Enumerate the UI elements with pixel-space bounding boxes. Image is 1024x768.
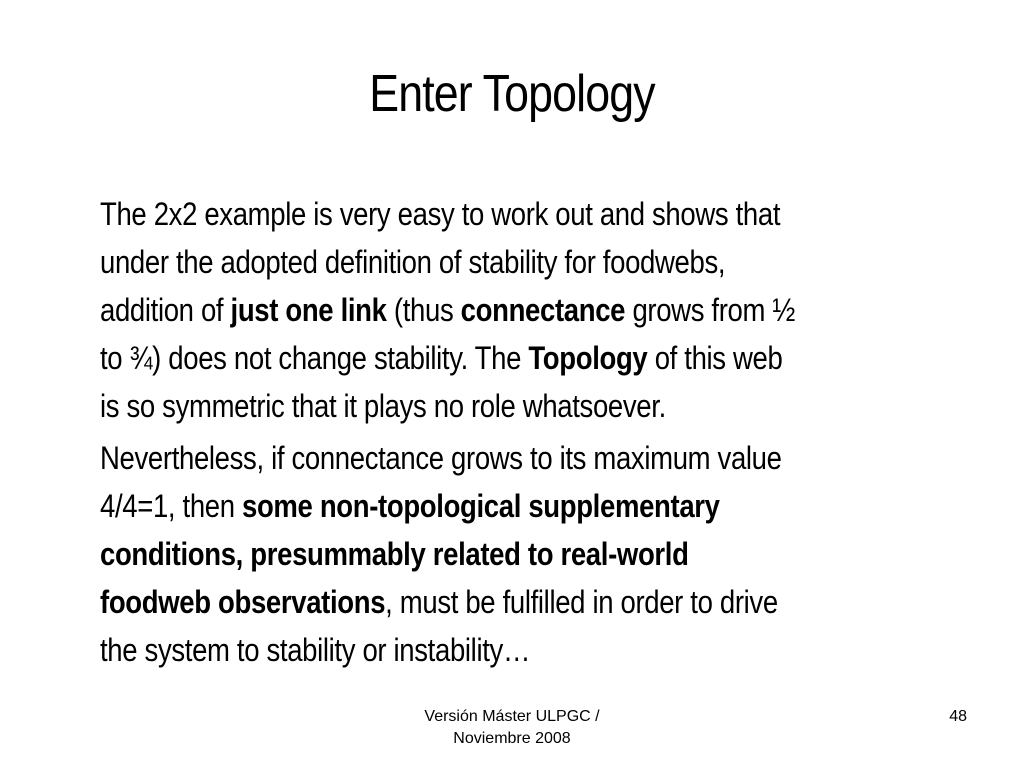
text-line bbox=[100, 578, 831, 626]
text-run: of this web bbox=[647, 340, 783, 376]
text-line bbox=[100, 482, 831, 530]
bold-phrase-observations: foodweb observations bbox=[100, 584, 386, 620]
slide-title: Enter Topology bbox=[369, 65, 655, 123]
text-run: (thus bbox=[386, 292, 461, 328]
bold-term-just-one-link: just one link bbox=[230, 292, 387, 328]
bold-phrase-supplementary: some non-topological supplementary bbox=[242, 488, 720, 524]
text-line bbox=[100, 334, 831, 382]
text-line: Nevertheless, if connectance grows to its maximum value bbox=[100, 440, 782, 476]
text-run: grows from ½ bbox=[625, 292, 796, 328]
text-line: The 2x2 example is very easy to work out and shows that bbox=[100, 196, 781, 232]
footer-line: Noviembre 2008 bbox=[453, 730, 571, 747]
text-run: , must be fulfilled in order to drive bbox=[385, 584, 778, 620]
text-line bbox=[100, 286, 831, 334]
paragraph-nevertheless bbox=[100, 434, 950, 674]
footer-line: Versión Máster ULPGC / bbox=[424, 708, 600, 725]
bold-phrase-conditions: conditions, presummably related to real-world bbox=[100, 536, 689, 572]
page-number: 48 bbox=[949, 708, 967, 725]
text-line: under the adopted definition of stability for foodwebs, bbox=[100, 244, 726, 280]
footer-credit bbox=[362, 706, 662, 750]
bold-term-topology: Topology bbox=[528, 340, 648, 376]
slide-body bbox=[100, 190, 950, 674]
bold-term-connectance: connectance bbox=[460, 292, 626, 328]
text-run: 4/4=1, then bbox=[100, 488, 243, 524]
text-line: the system to stability or instability… bbox=[100, 632, 531, 668]
text-line bbox=[100, 530, 831, 578]
text-run: addition of bbox=[100, 292, 231, 328]
text-line: is so symmetric that it plays no role whatsoever. bbox=[100, 388, 666, 424]
text-run: to ¾) does not change stability. The bbox=[100, 340, 529, 376]
paragraph-topology-intro bbox=[100, 190, 950, 430]
